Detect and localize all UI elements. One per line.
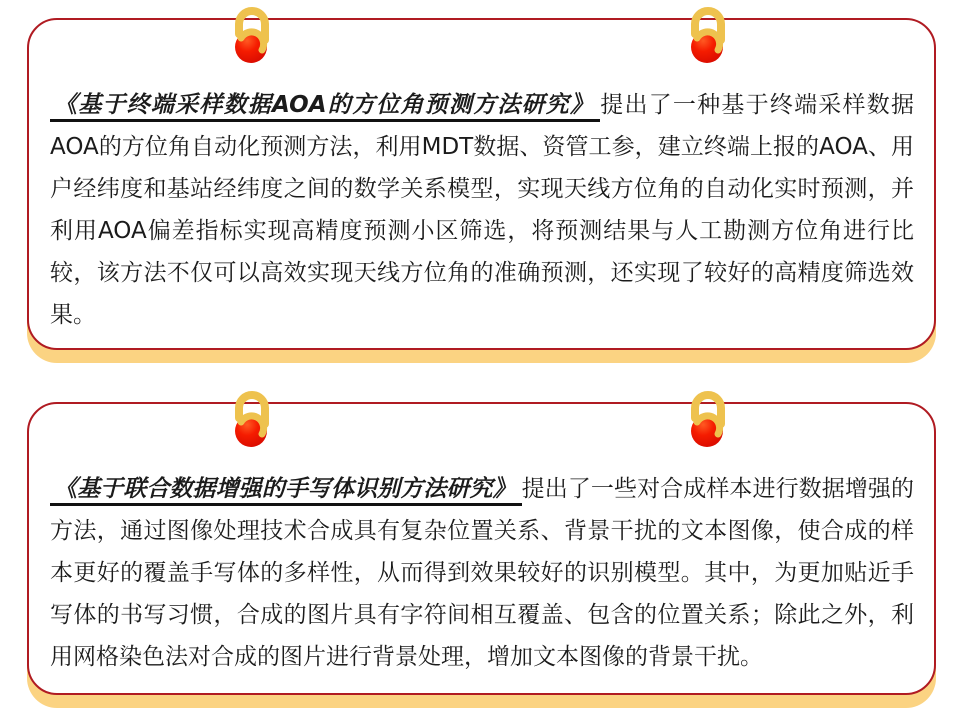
summary-card-aoa — [27, 18, 936, 350]
paper-summary: 提出了一些对合成样本进行数据增强的方法，通过图像处理技术合成具有复杂位置关系、背景干扰的文本图像，使合成的样本更好的覆盖手写体的多样性，从而得到效果较好的识别模型。其中，为更加贴近手写体的书写习惯，合成的图片具有字符间相互覆盖、包含的位置关系；除此之外，利用网格染色法对合成的图片进行背景处理，增加文本图像的背景干扰。 — [50, 476, 915, 670]
paper-title: 《基于联合数据增强的手写体识别方法研究》 — [50, 476, 522, 506]
summary-card-handwriting — [27, 402, 936, 695]
paper-paragraph — [29, 20, 934, 336]
paper-summary: 提出了一种基于终端采样数据AOA的方位角自动化预测方法，利用MDT数据、资管工参，建立终端上报的AOA、用户经纬度和基站经纬度之间的数学关系模型，实现天线方位角的自动化实时预测，并利用AOA偏差指标实现高精度预测小区筛选，将预测结果与人工勘测方位角进行比较，该方法不仅可以高效实现天线方位角的准确预测，还实现了较好的高精度筛选效果。 — [50, 92, 914, 328]
paper-paragraph — [29, 404, 934, 678]
paper-title: 《基于终端采样数据AOA的方位角预测方法研究》 — [50, 92, 600, 122]
